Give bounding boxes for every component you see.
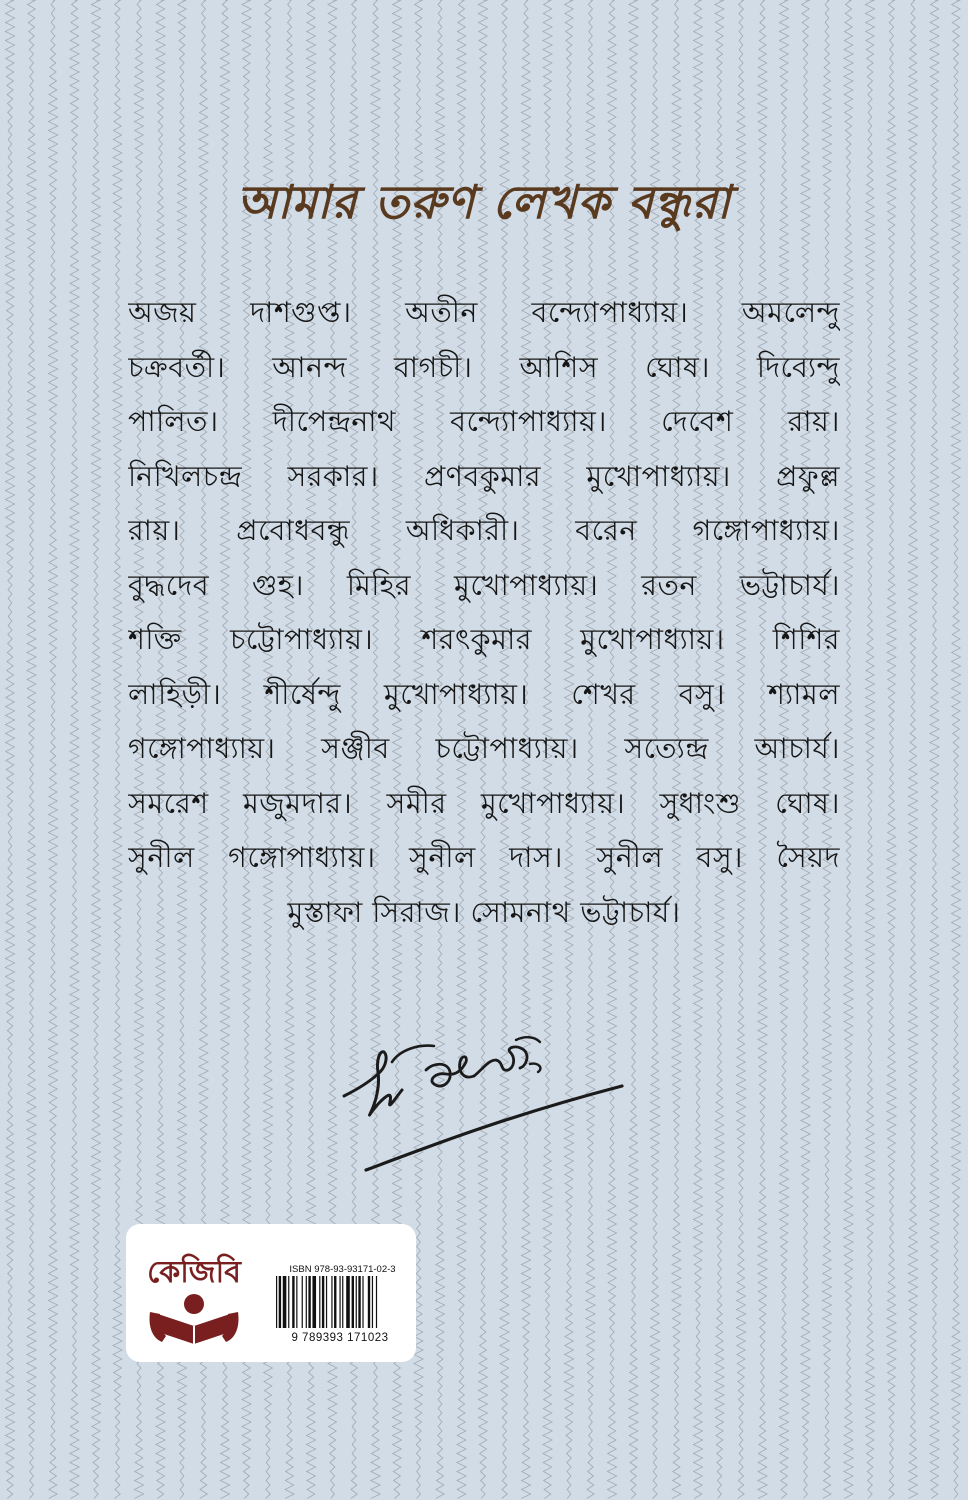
barcode-bar [358, 1276, 360, 1328]
author-line: সমরেশ মজুমদার। সমীর মুখোপাধ্যায়। সুধাংশু ঘোষ। [128, 786, 840, 820]
author-line: লাহিড়ী। শীর্ষেন্দু মুখোপাধ্যায়। শেখর বসু। শ্যামল [128, 677, 840, 711]
barcode-bar [322, 1276, 324, 1328]
barcode-bar [334, 1276, 336, 1328]
barcode-digits: 9 789393 171023 [291, 1332, 389, 1344]
author-line: পালিত। দীপেন্দ্রনাথ বন্দ্যোপাধ্যায়। দেবেশ রায়। [128, 405, 840, 438]
barcode-bar [296, 1276, 297, 1328]
barcode-bar [352, 1276, 354, 1328]
publisher-logo [138, 1242, 250, 1350]
author-line: শক্তি চট্টোপাধ্যায়। শরৎকুমার মুখোপাধ্যায়। শিশির [128, 623, 840, 656]
wavy-line [887, 0, 896, 1499]
barcode-bar [346, 1276, 350, 1328]
barcode-bar [292, 1276, 294, 1328]
barcode-bar [312, 1276, 316, 1328]
barcode-bar [276, 1276, 277, 1328]
barcode-image [274, 1276, 410, 1328]
cover-title: আমার তরুণ লেখক বন্ধুরা [236, 175, 732, 229]
author-line: রায়। প্রবোধবন্ধু অধিকারী। বরেন গঙ্গোপাধ্যায়। [128, 514, 840, 547]
wavy-line [27, 0, 36, 1499]
barcode-bar [342, 1276, 343, 1328]
barcode-bar [302, 1276, 303, 1328]
isbn-label: ISBN 978-93-93171-02-3 [289, 1264, 396, 1275]
author-line: সুনীল গঙ্গোপাধ্যায়। সুনীল দাস। সুনীল বসু। সৈয়দ [128, 841, 840, 874]
barcode-bar [319, 1276, 320, 1328]
author-names-list [128, 286, 840, 946]
author-line: নিখিলচন্দ্র সরকার। প্রণবকুমার মুখোপাধ্যায়। প্রফুল্ল [128, 459, 840, 493]
barcode-bar [279, 1276, 281, 1328]
wavy-line [951, 0, 960, 1499]
wavy-line [844, 0, 853, 1499]
wavy-line [48, 0, 57, 1499]
author-line: বুদ্ধদেব গুহ। মিহির মুখোপাধ্যায়। রতন ভট্টাচার্য। [128, 568, 840, 602]
barcode-bar [283, 1276, 287, 1328]
barcode-bar [331, 1276, 332, 1328]
barcode-bar [372, 1276, 373, 1328]
wavy-line [70, 0, 79, 1499]
wavy-line [5, 0, 14, 1499]
author-line: মুস্তাফা সিরাজ। সোমনাথ ভট্টাচার্য। [287, 895, 681, 929]
barcode-bar [308, 1276, 310, 1328]
barcode-bar [306, 1276, 307, 1328]
wavy-line [865, 0, 874, 1499]
barcode-bar [326, 1276, 327, 1328]
handwritten-signature [330, 1010, 640, 1190]
barcode-bar [356, 1276, 357, 1328]
wavy-line [930, 0, 939, 1499]
barcode-bar [362, 1276, 363, 1328]
barcode-bar [288, 1276, 289, 1328]
wavy-line [908, 0, 917, 1499]
author-line: চক্রবর্তী। আনন্দ বাগচী। আশিস ঘোষ। দিব্যেন্দু [128, 350, 840, 384]
barcode-bar [339, 1276, 340, 1328]
publisher-logo-lettering: কেজিবি [147, 1255, 241, 1290]
author-line: অজয় দাশগুপ্ত। অতীন বন্দ্যোপাধ্যায়। অমলেন্দু [128, 296, 840, 329]
barcode-bar [368, 1276, 370, 1328]
isbn-barcode-card [126, 1224, 416, 1362]
wavy-line [91, 0, 100, 1499]
barcode-bar [376, 1276, 377, 1328]
wavy-line [113, 0, 122, 1499]
author-line: গঙ্গোপাধ্যায়। সঞ্জীব চট্টোপাধ্যায়। সত্যেন্দ্র আচার্য। [128, 732, 840, 765]
